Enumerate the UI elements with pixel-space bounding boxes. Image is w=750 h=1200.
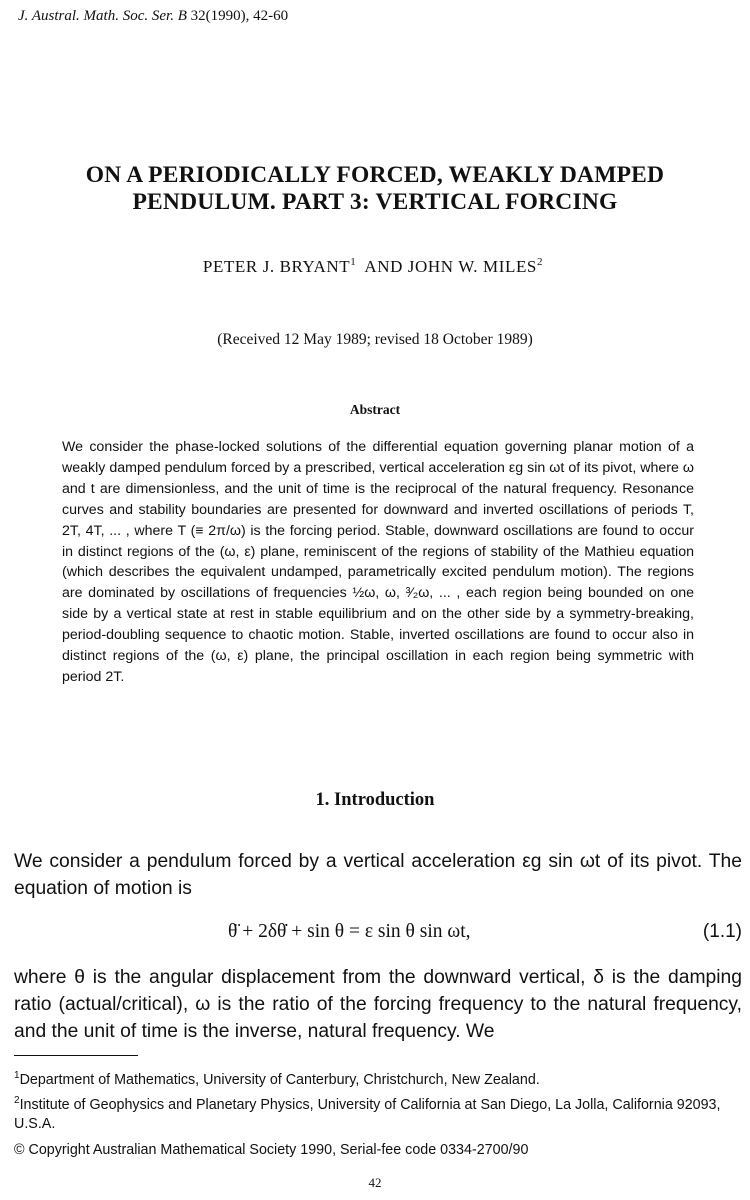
- footnotes: [14, 1066, 744, 1160]
- footnote-2-text: Institute of Geophysics and Planetary Physics, University of California at San Diego, La Jolla, California 92093, U.S.A.: [14, 1096, 721, 1132]
- title-line-1: ON A PERIODICALLY FORCED, WEAKLY DAMPED: [85, 162, 665, 188]
- footnote-2: [14, 1091, 744, 1135]
- page-number: 42: [368, 1175, 382, 1190]
- author-connector: AND JOHN W. MILES: [364, 257, 537, 276]
- copyright-notice: © Copyright Australian Mathematical Society 1990, Serial-fee code 0334-2700/90: [14, 1141, 529, 1158]
- footnote-1: [14, 1066, 744, 1091]
- footnote-rule: [14, 1055, 138, 1056]
- author-1: PETER J. BRYANT: [202, 257, 351, 276]
- footnote-1-text: Department of Mathematics, University of Canterbury, Christchurch, New Zealand.: [19, 1072, 540, 1088]
- equation-1-1: θ̈ + 2δθ̇ + sin θ = ε sin θ sin ωt,: [228, 921, 471, 942]
- author-2-footnote-mark: 2: [536, 256, 544, 268]
- abstract-heading: Abstract: [349, 402, 401, 417]
- received-dates: (Received 12 May 1989; revised 18 October 1989): [217, 331, 533, 348]
- title-line-2: PENDULUM. PART 3: VERTICAL FORCING: [132, 189, 618, 215]
- paper-title: [0, 162, 750, 216]
- journal-volume: 32(1990), 42-60: [190, 8, 289, 24]
- equation-number: (1.1): [702, 921, 742, 942]
- footnote-2-mark: 2: [14, 1094, 20, 1106]
- intro-text-2: where θ is the angular displacement from the downward vertical, δ is the damping ratio (actual/critical), ω is the ratio of the forcing frequency to the natural frequency, and the unit of time is the inverse, natural frequency. We: [14, 967, 742, 1042]
- intro-paragraph-1: [14, 848, 742, 902]
- author-line: [0, 256, 750, 277]
- footnote-1-mark: 1: [14, 1070, 20, 1081]
- intro-text-1: We consider a pendulum forced by a vertical acceleration εg sin ωt of its pivot. The equation of motion is: [14, 851, 742, 899]
- journal-name: J. Austral. Math. Soc. Ser. B: [18, 8, 187, 24]
- abstract-text: We consider the phase-locked solutions of the differential equation governing planar motion of a weakly damped pendulum forced by a prescribed, vertical acceleration εg sin ωt of its pivot, where ω and t are dimensionless, and the unit of time is the reciprocal of the natural frequency. Resonance curves and stability boundaries are presented for downward and inverted oscillations of periods T, 2T, 4T, ... , where T (≡ 2π/ω) is the forcing period. Stable, downward oscillations are found to occur in distinct regions of the (ω, ε) plane, reminiscent of the regions of stability of the Mathieu equation (which describes the equivalent undamped, parametrically excited pendulum motion). The regions are dominated by oscillations of frequencies ½ω, ω, ³⁄₂ω, ... , each region being bounded on one side by a vertical state at rest in stable equilibrium and on the other side by a symmetry-breaking, period-doubling sequence to chaotic motion. Stable, inverted oscillations are found to occur also in distinct regions of the (ω, ε) plane, the principal oscillation in each region being symmetric with period 2T.: [62, 439, 694, 685]
- journal-reference: [18, 8, 288, 25]
- section-heading: 1. Introduction: [315, 790, 435, 810]
- intro-paragraph-2: [14, 964, 742, 1045]
- author-1-footnote-mark: 1: [350, 256, 357, 268]
- abstract-body: [62, 437, 694, 688]
